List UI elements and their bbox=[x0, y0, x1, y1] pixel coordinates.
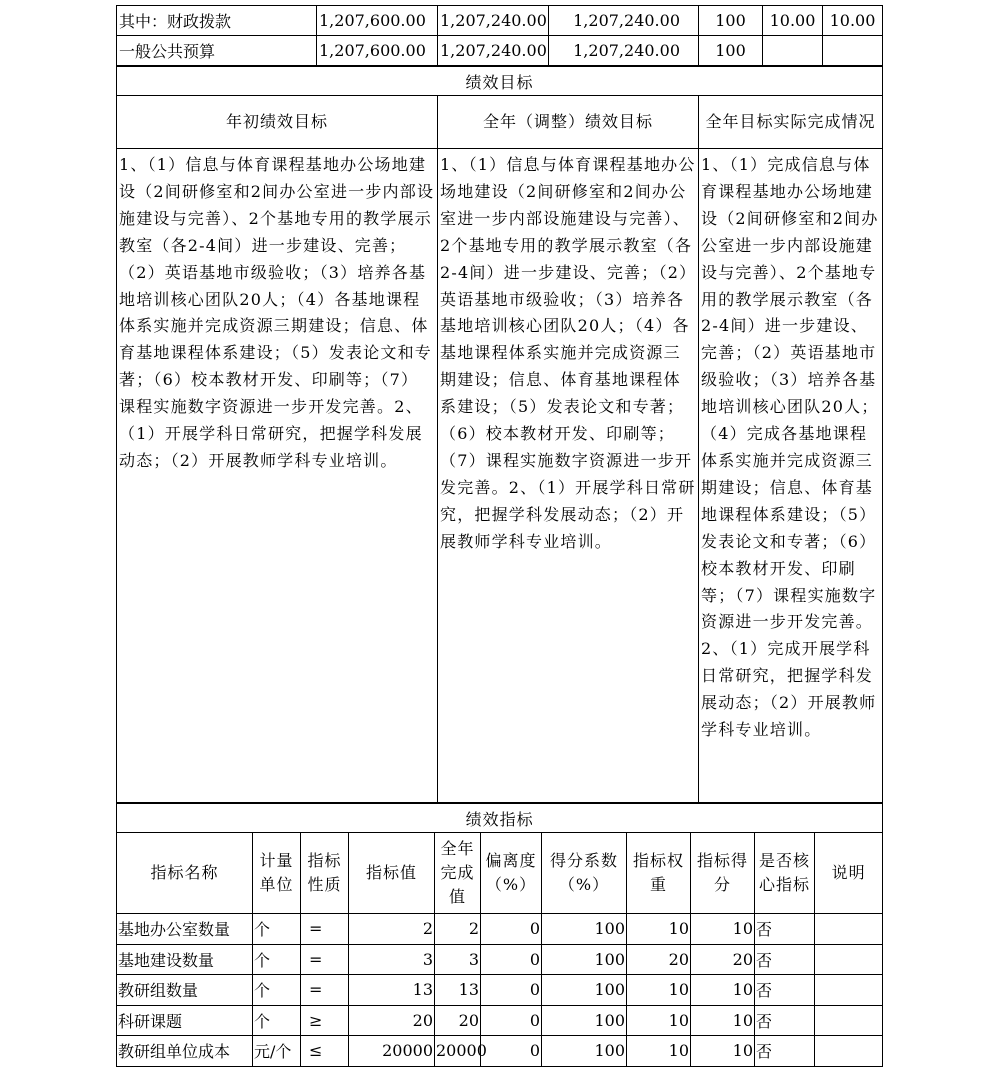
indicator-cell-core: 否 bbox=[755, 914, 815, 945]
finance-cell-score: 10.00 bbox=[823, 6, 883, 36]
goal-header-initial: 年初绩效目标 bbox=[117, 96, 438, 149]
finance-cell-adjusted: 1,207,240.00 bbox=[438, 6, 549, 36]
indicator-cell-unit: 个 bbox=[253, 975, 301, 1006]
finance-cell-rate: 100 bbox=[699, 6, 763, 36]
indicator-cell-actual: 13 bbox=[435, 975, 481, 1006]
indicator-cell-nature: = bbox=[301, 975, 349, 1006]
indicator-cell-target: 20 bbox=[349, 1005, 435, 1036]
indicator-header-cell: 指标名称 bbox=[117, 833, 253, 914]
finance-cell-name: 一般公共预算 bbox=[117, 36, 317, 66]
indicator-cell-deviation: 0 bbox=[481, 944, 542, 975]
indicator-cell-deviation: 0 bbox=[481, 1036, 542, 1067]
indicator-cell-deviation: 0 bbox=[481, 975, 542, 1006]
indicator-cell-actual: 20000 bbox=[435, 1036, 481, 1067]
indicator-cell-weight: 10 bbox=[627, 975, 691, 1006]
indicator-cell-score: 10 bbox=[691, 1005, 755, 1036]
indicator-cell-actual: 3 bbox=[435, 944, 481, 975]
indicator-cell-score: 10 bbox=[691, 975, 755, 1006]
indicator-row bbox=[117, 1005, 883, 1036]
indicator-cell-nature: ≥ bbox=[301, 1005, 349, 1036]
goal-actual-text: 1、（1）完成信息与体育课程基地办公场地建设（2间研修室和2间办公室进一步内部设施建设与完善）、2个基地专用的教学展示教室（各2-4间）进一步建设、完善；（2）英语基地市级验收；（3）培养各基地培训核心团队20人；（4）完成各基地课程体系实施并完成资源三期建设；信息、体育基地课程体系建设；（5）发表论文和专著；（6）校本教材开发、印刷等；（7）课程实施数字资源进一步开发完善。2、（1）完成开展学科日常研究，把握学科发展动态；（2）开展教师学科专业培训。 bbox=[699, 149, 883, 803]
indicator-row bbox=[117, 1036, 883, 1067]
indicator-header-cell: 全年完成值 bbox=[435, 833, 481, 914]
finance-cell-weight bbox=[763, 36, 823, 66]
indicator-header-row bbox=[117, 833, 883, 914]
finance-cell-budget: 1,207,600.00 bbox=[317, 6, 438, 36]
indicator-cell-nature: ≤ bbox=[301, 1036, 349, 1067]
indicator-cell-name: 教研组数量 bbox=[117, 975, 253, 1006]
indicator-header-cell: 是否核心指标 bbox=[755, 833, 815, 914]
indicator-cell-name: 基地办公室数量 bbox=[117, 914, 253, 945]
finance-table bbox=[116, 5, 883, 66]
indicator-row bbox=[117, 914, 883, 945]
indicator-cell-note bbox=[815, 1005, 883, 1036]
indicator-cell-target: 13 bbox=[349, 975, 435, 1006]
indicator-cell-unit: 个 bbox=[253, 944, 301, 975]
finance-row bbox=[117, 6, 883, 36]
finance-cell-rate: 100 bbox=[699, 36, 763, 66]
indicator-cell-coefficient: 100 bbox=[542, 1036, 627, 1067]
indicator-cell-name: 教研组单位成本 bbox=[117, 1036, 253, 1067]
indicator-header-cell: 得分系数（%） bbox=[542, 833, 627, 914]
goal-header-actual: 全年目标实际完成情况 bbox=[699, 96, 883, 149]
indicator-cell-core: 否 bbox=[755, 1036, 815, 1067]
indicator-cell-note bbox=[815, 975, 883, 1006]
finance-cell-executed: 1,207,240.00 bbox=[549, 6, 699, 36]
indicator-cell-weight: 10 bbox=[627, 1036, 691, 1067]
indicator-cell-score: 20 bbox=[691, 944, 755, 975]
indicator-cell-note bbox=[815, 914, 883, 945]
indicator-cell-score: 10 bbox=[691, 914, 755, 945]
indicator-header-cell: 计量单位 bbox=[253, 833, 301, 914]
performance-report-table bbox=[116, 5, 882, 1067]
goals-table bbox=[116, 66, 883, 803]
indicator-cell-weight: 10 bbox=[627, 914, 691, 945]
indicator-cell-unit: 个 bbox=[253, 1005, 301, 1036]
finance-cell-name: 其中：财政拨款 bbox=[117, 6, 317, 36]
finance-cell-weight: 10.00 bbox=[763, 6, 823, 36]
indicator-cell-unit: 元/个 bbox=[253, 1036, 301, 1067]
indicator-cell-target: 3 bbox=[349, 944, 435, 975]
indicator-cell-coefficient: 100 bbox=[542, 944, 627, 975]
indicator-header-cell: 指标值 bbox=[349, 833, 435, 914]
goals-section-title: 绩效目标 bbox=[117, 67, 883, 96]
indicator-cell-target: 20000 bbox=[349, 1036, 435, 1067]
indicator-cell-target: 2 bbox=[349, 914, 435, 945]
indicator-cell-deviation: 0 bbox=[481, 1005, 542, 1036]
indicator-row bbox=[117, 975, 883, 1006]
indicator-header-cell: 指标权重 bbox=[627, 833, 691, 914]
indicator-cell-core: 否 bbox=[755, 975, 815, 1006]
indicators-section-title: 绩效指标 bbox=[117, 804, 883, 833]
indicator-cell-core: 否 bbox=[755, 944, 815, 975]
indicator-cell-weight: 20 bbox=[627, 944, 691, 975]
indicator-cell-coefficient: 100 bbox=[542, 914, 627, 945]
goal-initial-text: 1、（1）信息与体育课程基地办公场地建设（2间研修室和2间办公室进一步内部设施建设与完善）、2个基地专用的教学展示教室（各2-4间）进一步建设、完善；（2）英语基地市级验收；（3）培养各基地培训核心团队20人；（4）各基地课程体系实施并完成资源三期建设；信息、体育基地课程体系建设；（5）发表论文和专著；（6）校本教材开发、印刷等；（7）课程实施数字资源进一步开发完善。2、（1）开展学科日常研究，把握学科发展动态；（2）开展教师学科专业培训。 bbox=[117, 149, 438, 803]
indicator-cell-unit: 个 bbox=[253, 914, 301, 945]
indicator-header-cell: 指标得分 bbox=[691, 833, 755, 914]
indicator-header-cell: 说明 bbox=[815, 833, 883, 914]
indicator-row bbox=[117, 944, 883, 975]
indicator-cell-nature: = bbox=[301, 914, 349, 945]
indicator-cell-note bbox=[815, 1036, 883, 1067]
indicator-cell-coefficient: 100 bbox=[542, 975, 627, 1006]
indicators-table bbox=[116, 803, 883, 1067]
indicator-cell-nature: = bbox=[301, 944, 349, 975]
indicator-header-cell: 指标性质 bbox=[301, 833, 349, 914]
indicator-cell-actual: 20 bbox=[435, 1005, 481, 1036]
goal-header-adjusted: 全年（调整）绩效目标 bbox=[438, 96, 699, 149]
indicator-cell-note bbox=[815, 944, 883, 975]
finance-cell-executed: 1,207,240.00 bbox=[549, 36, 699, 66]
indicator-cell-score: 10 bbox=[691, 1036, 755, 1067]
finance-cell-adjusted: 1,207,240.00 bbox=[438, 36, 549, 66]
indicator-cell-name: 基地建设数量 bbox=[117, 944, 253, 975]
finance-cell-score bbox=[823, 36, 883, 66]
finance-cell-budget: 1,207,600.00 bbox=[317, 36, 438, 66]
indicator-cell-coefficient: 100 bbox=[542, 1005, 627, 1036]
indicator-cell-core: 否 bbox=[755, 1005, 815, 1036]
finance-row bbox=[117, 36, 883, 66]
indicator-header-cell: 偏离度（%） bbox=[481, 833, 542, 914]
goal-adjusted-text: 1、（1）信息与体育课程基地办公场地建设（2间研修室和2间办公室进一步内部设施建设与完善）、2个基地专用的教学展示教室（各2-4间）进一步建设、完善；（2）英语基地市级验收；（3）培养各基地培训核心团队20人；（4）各基地课程体系实施并完成资源三期建设；信息、体育基地课程体系建设；（5）发表论文和专著；（6）校本教材开发、印刷等；（7）课程实施数字资源进一步开发完善。2、（1）开展学科日常研究，把握学科发展动态；（2）开展教师学科专业培训。 bbox=[438, 149, 699, 803]
indicator-cell-name: 科研课题 bbox=[117, 1005, 253, 1036]
indicator-cell-weight: 10 bbox=[627, 1005, 691, 1036]
indicator-cell-deviation: 0 bbox=[481, 914, 542, 945]
indicator-cell-actual: 2 bbox=[435, 914, 481, 945]
